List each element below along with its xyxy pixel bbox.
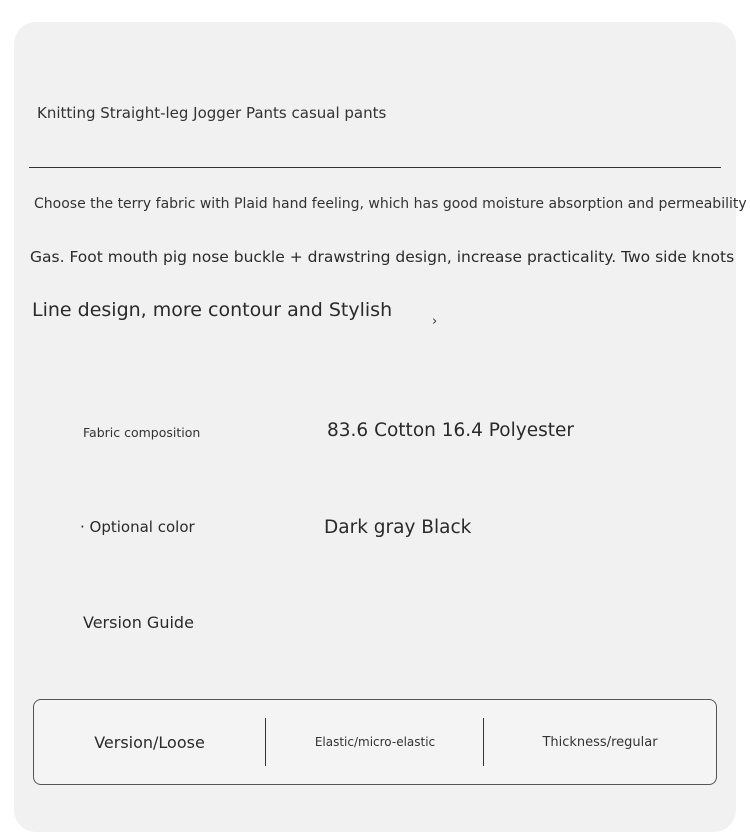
description-line-2: Gas. Foot mouth pig nose buckle + drawstring design, increase practicality. Two side knots xyxy=(30,248,735,266)
fabric-composition-value: 83.6 Cotton 16.4 Polyester xyxy=(327,420,574,441)
chevron-right-icon: › xyxy=(432,314,438,329)
product-title: Knitting Straight-leg Jogger Pants casual pants xyxy=(37,104,387,122)
title-divider xyxy=(29,167,721,168)
version-guide-heading: Version Guide xyxy=(83,613,194,632)
optional-color-value: Dark gray Black xyxy=(324,517,472,538)
version-cell: Version/Loose xyxy=(94,732,205,752)
version-guide-table xyxy=(33,699,717,785)
fabric-composition-label: Fabric composition xyxy=(83,425,201,440)
product-info-card xyxy=(14,22,747,832)
description-line-3: Line design, more contour and Stylish xyxy=(32,299,393,321)
optional-color-label: · Optional color xyxy=(80,518,195,536)
description-line-1: Choose the terry fabric with Plaid hand feeling, which has good moisture absorption and permeability xyxy=(34,196,747,212)
thickness-cell: Thickness/regular xyxy=(542,734,658,750)
elastic-cell: Elastic/micro-elastic xyxy=(314,735,436,749)
